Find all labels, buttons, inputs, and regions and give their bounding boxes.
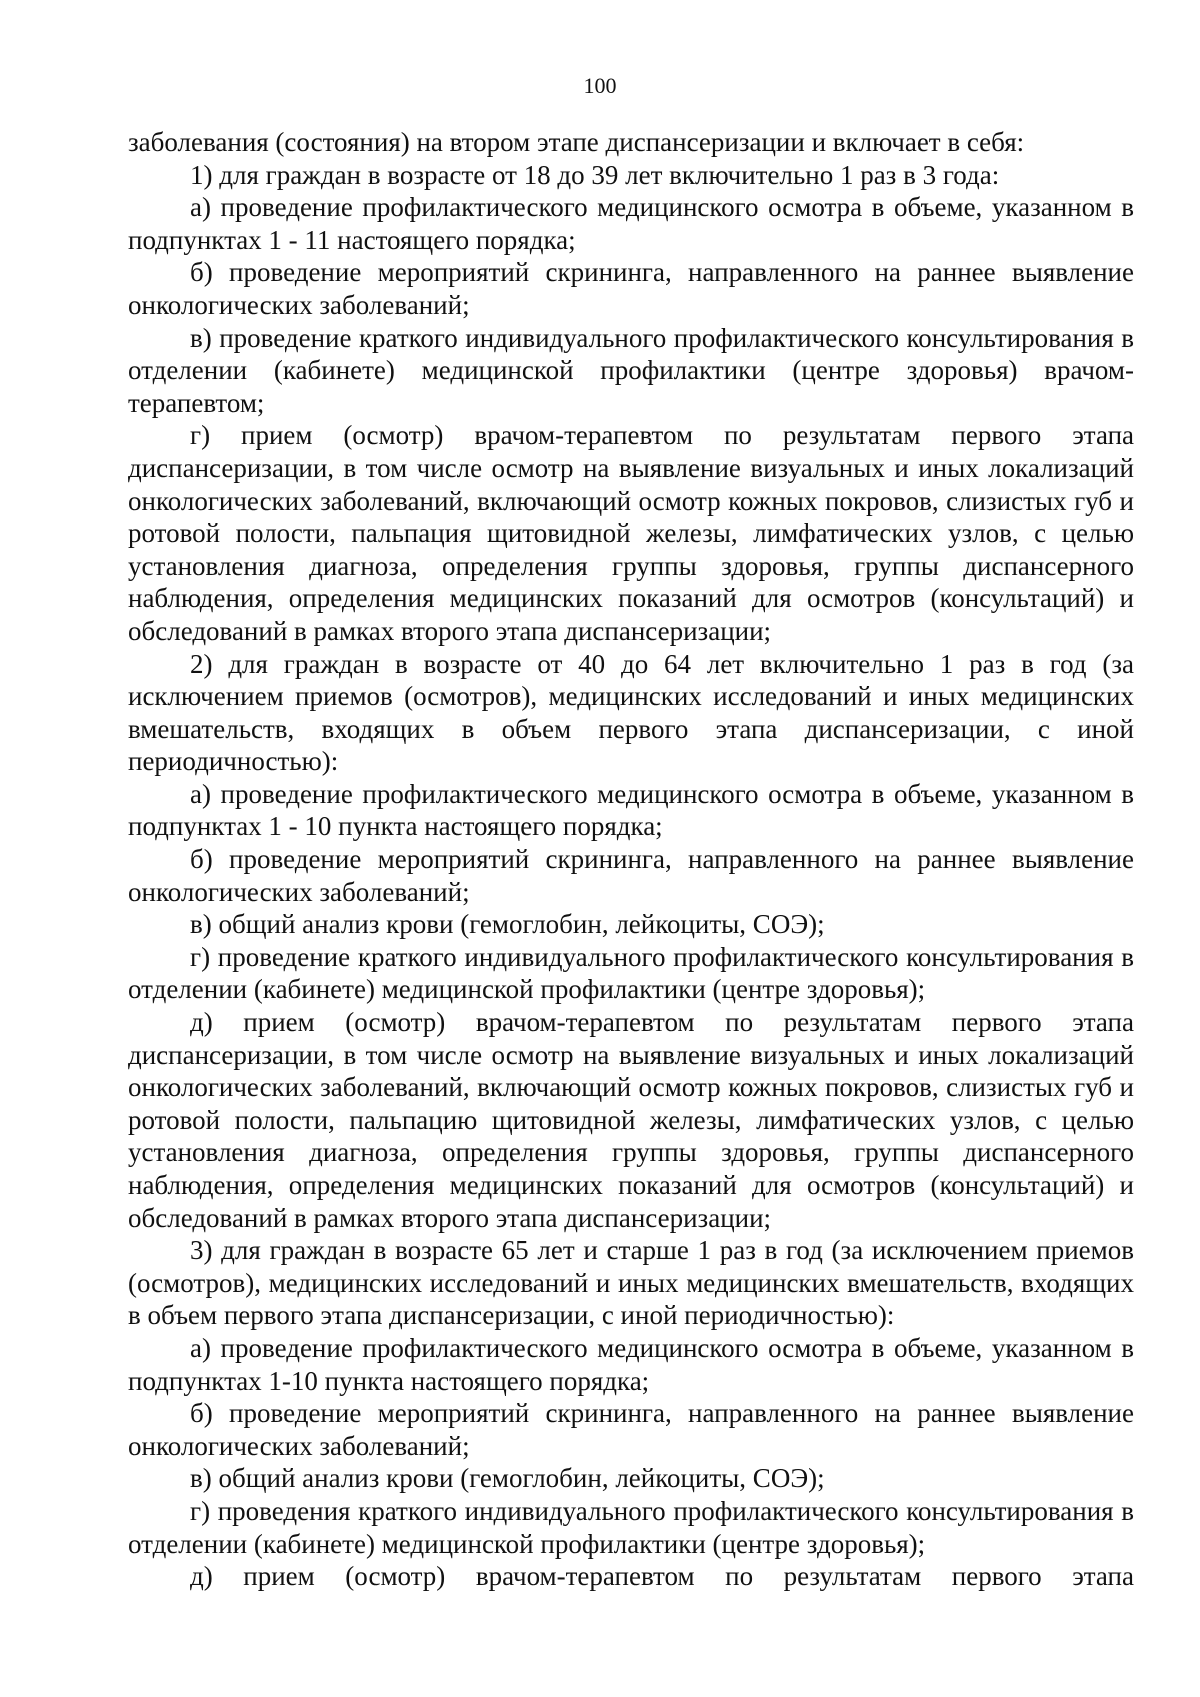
paragraph-item-2b: б) проведение мероприятий скрининга, направленного на раннее выявление онкологических заболеваний;	[128, 844, 1134, 907]
paragraph-item-2g: г) проведение краткого индивидуального профилактического консультирования в отделении (кабинете) медицинской профилактики (центре здоровья);	[128, 941, 1134, 1005]
paragraph-continuation: заболевания (состояния) на втором этапе диспансеризации и включает в себя:	[128, 127, 1025, 157]
paragraph-item-3: 3) для граждан в возрасте 65 лет и старше 1 раз в год (за исключением приемов (осмотров), медицинских исследований и иных медицинских вмешательств, входящих в объем первого этапа диспансеризации, с иной периодичностью):	[128, 1235, 1134, 1331]
paragraph-item-3b: б) проведение мероприятий скрининга, направленного на раннее выявление онкологических заболеваний;	[128, 1398, 1134, 1461]
paragraph-item-2d: д) прием (осмотр) врачом-терапевтом по результатам первого этапа диспансеризации, в том числе осмотр на выявление визуальных и иных локализаций онкологических заболеваний, включающий осмотр кожных покровов, слизистых губ и ротовой полости, пальпацию щитовидной железы, лимфатических узлов, с целью установления диагноза, определения группы здоровья, группы диспансерного наблюдения, определения медицинских показаний для осмотров (консультаций) и обследований в рамках второго этапа диспансеризации;	[128, 1007, 1134, 1233]
paragraph-item-3a: а) проведение профилактического медицинского осмотра в объеме, указанном в подпунктах 1-10 пункта настоящего порядка;	[128, 1332, 1134, 1396]
paragraph-item-3g: г) проведения краткого индивидуального профилактического консультирования в отделении (кабинете) медицинской профилактики (центре здоровья);	[128, 1495, 1134, 1559]
paragraph-item-3d: д) прием (осмотр) врачом-терапевтом по результатам первого этапа	[190, 1561, 1134, 1592]
paragraph-item-2: 2) для граждан в возрасте от 40 до 64 лет включительно 1 раз в год (за исключением приемов (осмотров), медицинских исследований и иных медицинских вмешательств, входящих в объем первого этапа диспансеризации, с иной периодичностью):	[128, 648, 1134, 777]
page-number: 100	[583, 73, 617, 98]
paragraph-item-1g: г) прием (осмотр) врачом-терапевтом по результатам первого этапа диспансеризации, в том числе осмотр на выявление визуальных и иных локализаций онкологических заболеваний, включающий осмотр кожных покровов, слизистых губ и ротовой полости, пальпация щитовидной железы, лимфатических узлов, с целью установления диагноза, определения группы здоровья, группы диспансерного наблюдения, определения медицинских показаний для осмотров (консультаций) и обследований в рамках второго этапа диспансеризации;	[128, 420, 1134, 646]
paragraph-item-1b: б) проведение мероприятий скрининга, направленного на раннее выявление онкологических заболеваний;	[128, 257, 1134, 320]
paragraph-item-1a: а) проведение профилактического медицинского осмотра в объеме, указанном в подпунктах 1 - 11 настоящего порядка;	[128, 192, 1134, 255]
document-body	[128, 126, 1134, 1593]
paragraph-item-1v: в) проведение краткого индивидуального профилактического консультирования в отделении (кабинете) медицинской профилактики (центре здоровья) врачом-терапевтом;	[128, 322, 1134, 418]
paragraph-item-3v: в) общий анализ крови (гемоглобин, лейкоциты, СОЭ);	[190, 1463, 825, 1494]
paragraph-item-1: 1) для граждан в возрасте от 18 до 39 лет включительно 1 раз в 3 года:	[190, 159, 1000, 190]
paragraph-item-2v: в) общий анализ крови (гемоглобин, лейкоциты, СОЭ);	[190, 909, 825, 940]
paragraph-item-2a: а) проведение профилактического медицинского осмотра в объеме, указанном в подпунктах 1 - 10 пункта настоящего порядка;	[128, 778, 1134, 842]
